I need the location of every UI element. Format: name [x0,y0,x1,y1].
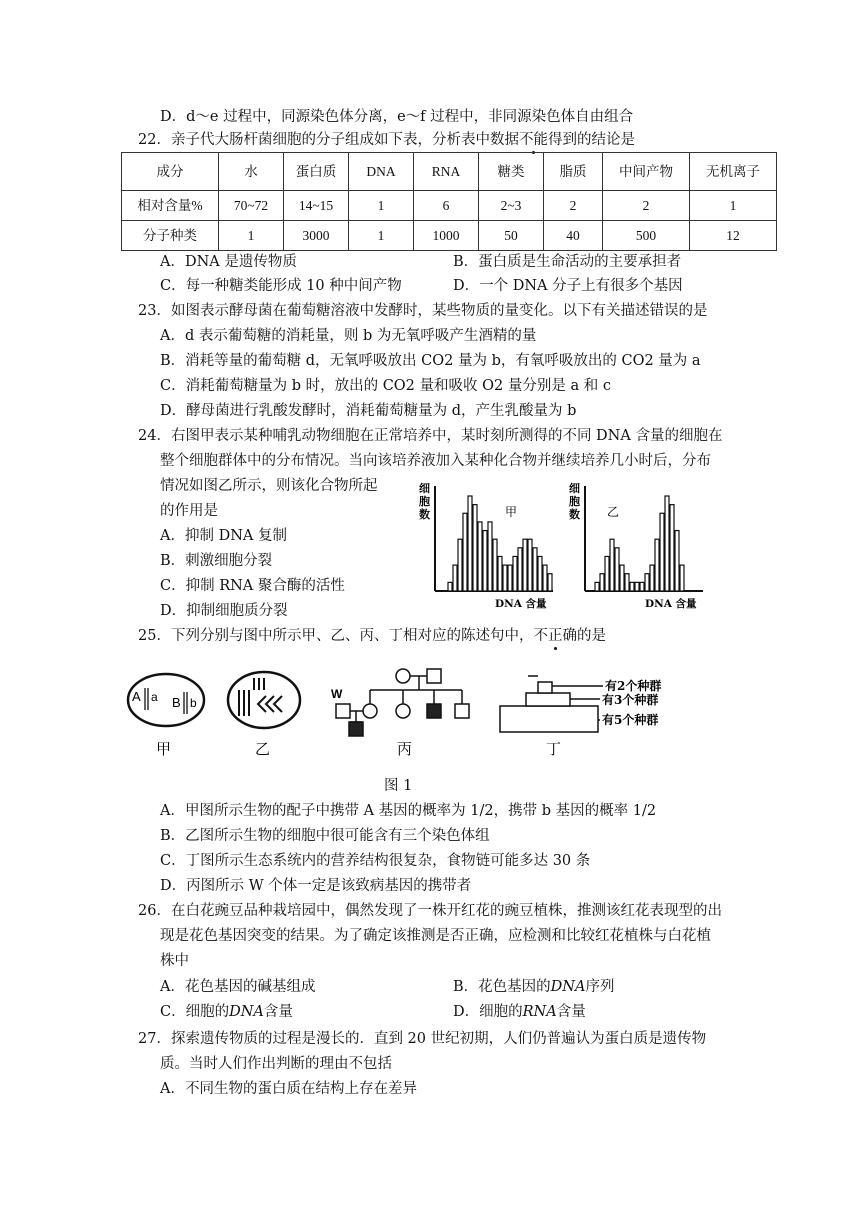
q27-stem-line2: 质。当时人们作出判断的理由不包括 [160,1056,392,1072]
table-cell: 脂质 [544,153,603,191]
histogram-bar [680,565,684,591]
q23-option-b: B．消耗等量的葡萄糖 d，无氧呼吸放出 CO2 量为 b，有氧呼吸放出的 CO2 量为 a [160,353,701,369]
histogram-bar [600,574,604,591]
q26c-pre: C．细胞的 [160,1004,230,1020]
q26b-post: 序列 [585,979,615,995]
q26d-pre: D．细胞的 [453,1004,523,1020]
histogram-bar [635,582,639,591]
q24-option-b: B．刺激细胞分裂 [160,553,273,569]
table-cell: 分子种类 [122,221,219,251]
histogram-bar [548,574,552,591]
table-row [122,221,777,251]
q26-option-d [453,1002,586,1022]
q22-stem [138,130,635,150]
histogram-bar [640,582,644,591]
histogram-bar [513,556,517,591]
table-cell: 2~3 [479,191,544,221]
q26d-italic: RNA [522,1004,557,1020]
histogram-bar [630,582,634,591]
table-cell: 70~72 [219,191,284,221]
table-header-row [122,153,777,191]
histogram-bar [620,565,624,591]
q25-stem-pre: 25．下列分别与图中所示甲、乙、丙、丁相对应的陈述句中， [138,628,534,644]
histogram-bar [463,513,467,591]
q26c-post: 含量 [263,1004,293,1020]
pyramid-label-5: 有5个种群 [602,713,659,727]
chart-jia [419,481,553,610]
table-cell: 1 [690,191,777,221]
histogram-bar [498,556,502,591]
histogram-bar [468,496,472,591]
histogram-bar [448,582,452,591]
histogram-bar [528,539,532,591]
cell-yi-diagram [228,672,300,758]
cell-jia-diagram [128,674,204,758]
table-cell: 蛋白质 [284,153,349,191]
histogram-bar [665,496,669,591]
q26-option-a: A．花色基因的碱基组成 [160,979,316,995]
table-cell: 1 [349,191,414,221]
q26-stem-line2: 现是花色基因突变的结果。为了确定该推测是否正确，应检测和比较红花植株与白花植 [160,928,711,944]
histogram-bar [543,565,547,591]
histogram-bar [675,531,679,591]
x-axis-label: DNA 含量 [495,598,547,610]
gene-label-b: b [190,696,197,710]
q24-stem-line3: 情况如图乙所示，则该化合物所起 [160,478,378,494]
chart-title: 甲 [505,505,518,519]
q26d-post: 含量 [556,1004,586,1020]
q26b-pre: B．花色基因的 [453,979,551,995]
table-cell: 6 [414,191,479,221]
q22-option-a: A．DNA 是遗传物质 [160,254,297,270]
q24-stem-line2: 整个细胞群体中的分布情况。当向该培养液加入某种化合物并继续培养几小时后，分布 [160,453,711,469]
q25-option-b: B．乙图所示生物的细胞中很可能含有三个染色体组 [160,828,490,844]
q26-option-c [160,1002,293,1022]
gene-label-a: a [151,690,158,704]
q26-stem-line1: 26．在白花豌豆品种栽培园中，偶然发现了一株开红花的豌豆植株，推测该红花表现型的出 [138,903,722,919]
histogram-bar [483,531,487,591]
table-cell: 500 [603,221,690,251]
figure-1 [118,660,718,760]
q26b-italic: DNA [550,979,586,995]
table-cell: 无机离子 [690,153,777,191]
gene-label-B: B [172,695,181,710]
q23-option-d: D．酵母菌进行乳酸发酵时，消耗葡萄糖量为 d，产生乳酸量为 b [160,403,577,419]
q24-option-d: D．抑制细胞质分裂 [160,603,288,619]
pyramid-ding-diagram [500,682,603,732]
label-ding: 丁 [546,740,562,758]
q24-option-c: C．抑制 RNA 聚合酶的活性 [160,578,345,594]
chart-yi [569,481,703,610]
q22-stem-emphasis: 不能 [518,132,548,148]
q21-option-d: D．d～e 过程中，同源染色体分离，e～f 过程中，非同源染色体自由组合 [160,109,634,125]
label-bing: 丙 [397,740,413,758]
label-jia: 甲 [156,740,172,758]
q25-stem-emphasis: 不正确 [533,628,577,644]
q27-stem-line1: 27．探索遗传物质的过程是漫长的．直到 20 世纪初期，人们仍普遍认为蛋白质是遗传物 [138,1031,707,1047]
histogram-bar [615,548,619,591]
table-cell: DNA [349,153,414,191]
q23-option-c: C．消耗葡萄糖量为 b 时，放出的 CO2 量和吸收 O2 量分别是 a 和 c [160,378,611,394]
chart-title: 乙 [607,505,620,519]
histogram-bar [523,539,527,591]
histogram-bar [645,574,649,591]
q26c-italic: DNA [229,1004,264,1020]
histogram-bar [670,505,674,591]
y-axis-label: 细胞数 [569,482,580,521]
histogram-bar [538,556,542,591]
table-cell: 1000 [414,221,479,251]
table-cell: 50 [479,221,544,251]
histogram-bar [508,565,512,591]
table-cell: 12 [690,221,777,251]
table-cell: 40 [544,221,603,251]
composition-table [121,152,777,251]
histogram-bar [610,539,614,591]
table-cell: 1 [349,221,414,251]
table-cell: 3000 [284,221,349,251]
histogram-bar [453,565,457,591]
q23-stem: 23．如图表示酵母菌在葡萄糖溶液中发酵时，某些物质的量变化。以下有关描述错误的是 [138,303,708,319]
histogram-bar [458,539,462,591]
table-cell: 1 [219,221,284,251]
figure-1-caption: 图 1 [384,778,413,794]
q24-stem-line1: 24．右图甲表示某种哺乳动物细胞在正常培养中，某时刻所测得的不同 DNA 含量的细胞在 [138,428,723,444]
q24-stem-line4: 的作用是 [160,503,218,519]
histogram-bar [503,565,507,591]
q25-option-c: C．丁图所示生态系统内的营养结构很复杂，食物链可能多达 30 条 [160,853,591,869]
q23-option-a: A．d 表示葡萄糖的消耗量，则 b 为无氧呼吸产生酒精的量 [160,328,537,344]
table-row [122,191,777,221]
pyramid-label-2: 有2个种群 [605,679,662,693]
table-cell: 2 [544,191,603,221]
histogram-bar [473,505,477,591]
table-cell: 水 [219,153,284,191]
table-cell: 糖类 [479,153,544,191]
histogram-bar [478,522,482,591]
q22-option-b: B．蛋白质是生命活动的主要承担者 [453,254,682,270]
histogram-bar [493,539,497,591]
histogram-bar [595,582,599,591]
y-axis-label: 细胞数 [419,482,430,521]
gene-label-A: A [132,689,141,704]
histogram-bar [660,513,664,591]
histogram-bar [533,548,537,591]
q26-stem-line3: 株中 [160,953,189,969]
x-axis-label: DNA 含量 [645,598,697,610]
q25-stem-post: 的是 [576,628,606,644]
pedigree-w-label: W [331,687,343,701]
q22-option-c: C．每一种糖类能形成 10 种中间产物 [160,278,402,294]
histogram-bar [518,548,522,591]
q25-option-d: D．丙图所示 W 个体一定是该致病基因的携带者 [160,878,472,894]
q27-option-a: A．不同生物的蛋白质在结构上存在差异 [160,1081,417,1097]
table-cell: RNA [414,153,479,191]
histogram-bar [655,539,659,591]
table-cell: 14~15 [284,191,349,221]
table-cell: 相对含量% [122,191,219,221]
q25-option-a: A．甲图所示生物的配子中携带 A 基因的概率为 1/2，携带 b 基因的概率 1/2 [160,803,657,819]
histogram-bar [488,522,492,591]
q22-option-d: D．一个 DNA 分子上有很多个基因 [453,278,683,294]
q24-option-a: A．抑制 DNA 复制 [160,528,287,544]
pyramid-label-3: 有3个种群 [602,693,659,707]
table-cell: 成分 [122,153,219,191]
q22-stem-post: 得到的结论是 [547,132,635,148]
q25-stem [138,626,606,646]
dna-histogram-figure [419,478,725,613]
q22-stem-pre: 22．亲子代大肠杆菌细胞的分子组成如下表，分析表中数据 [138,132,519,148]
histogram-bar [605,556,609,591]
histogram-bar [650,565,654,591]
table-cell: 中间产物 [603,153,690,191]
q26-option-b [453,977,614,997]
label-yi: 乙 [255,740,271,758]
histogram-bar [625,574,629,591]
table-cell: 2 [603,191,690,221]
